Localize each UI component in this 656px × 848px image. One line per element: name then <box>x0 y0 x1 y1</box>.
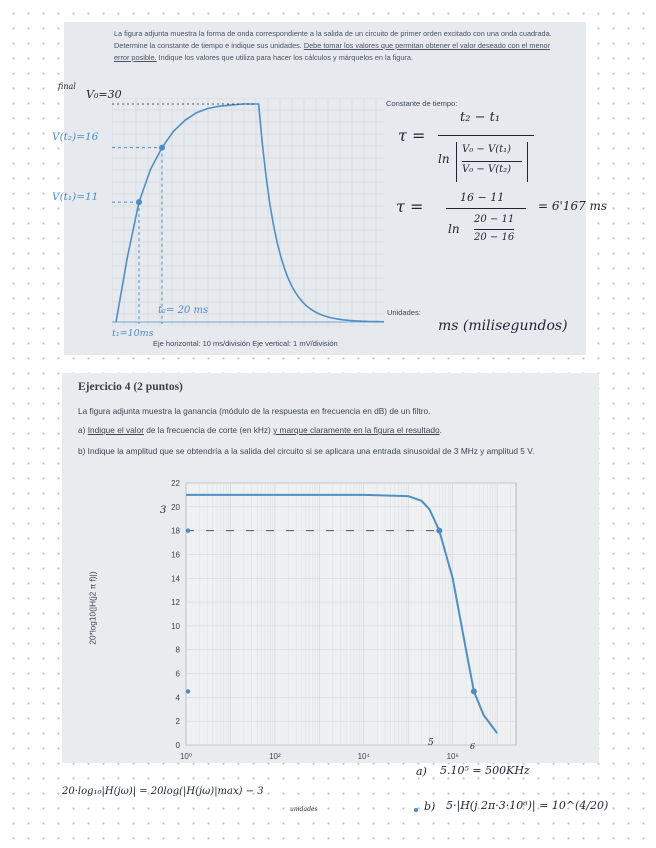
handwritten-vt2: V(t₂)=16 <box>52 131 99 143</box>
exercise4-statement: La figura adjunta muestra la ganancia (módulo de la respuesta en frecuencia en dB) de un filtro. <box>78 406 431 416</box>
answer-b-text: 5·|H(j 2π·3·10⁶)| = 10^(4/20) <box>446 799 609 812</box>
tau-label: Constante de tiempo: <box>386 99 458 108</box>
exercise4-question-b: b) Indique la amplitud que se obtendría a la salida del circuito si se aplicara una entrada sinusoidal de 3 MHz y amplitud 5 V. <box>78 446 535 456</box>
answer-a-text: 5.10⁵ = 500KHz <box>440 764 530 777</box>
handwritten-mark-3: 3 <box>160 505 167 516</box>
handwritten-t1: t₁=10ms <box>112 328 154 339</box>
exercise3-statement: La figura adjunta muestra la forma de onda correspondiente a la salida de un circuito de primer orden excitado con una onda cuadrada. Determine la constante de tiempo e indique sus unidades. Debe tomar los valores que permitan obtener el valor deseado con el menor error posible. Indique los valores que utiliza para hacer los cálculos y márquelos en la figura. <box>114 29 552 62</box>
exercise4-panel <box>62 373 599 763</box>
x-tick-label: 10² <box>269 752 281 761</box>
axis-mark <box>186 689 190 693</box>
answer-a-label: a) <box>416 765 427 778</box>
bottom-formula-note: unidades <box>290 806 318 813</box>
y-tick-label: 22 <box>171 479 180 488</box>
subst-numerator: 16 − 11 <box>460 191 505 204</box>
subst-inner-bar <box>474 229 514 230</box>
answer-b-label: b) <box>424 800 436 813</box>
axis-mark <box>186 528 190 532</box>
formula-tau-lhs: τ = <box>398 126 426 145</box>
marked-point <box>159 145 165 151</box>
y-tick-label: 18 <box>171 526 180 536</box>
tau-result: = 6'167 ms <box>538 199 608 213</box>
y-tick-label: 4 <box>175 693 180 703</box>
y-tick-label: 16 <box>171 550 180 560</box>
subst-fraction-bar <box>446 208 526 209</box>
waveform-grid <box>112 98 384 326</box>
y-tick-label: 14 <box>171 574 180 584</box>
x-tick-label: 10⁶ <box>446 752 459 761</box>
y-tick-label: 0 <box>175 741 180 750</box>
axis-scale-note: Eje horizontal: 10 ms/división Eje vertical: 1 mV/división <box>153 339 338 348</box>
formula-den-top: V₀ − V(t₁) <box>462 144 512 155</box>
bottom-gain-formula: 20·log₁₀|H(jω)| = 20log(|H(jω)|max) − 3 <box>62 786 264 797</box>
exercise4-title: Ejercicio 4 (2 puntos) <box>78 381 183 393</box>
handwritten-mark-5: 5 <box>428 738 434 748</box>
x-tick-label: 10⁰ <box>179 752 193 761</box>
gain-y-axis-label: 20*log10(|H(j2 π f)|) <box>87 571 98 645</box>
handwritten-final-note: final <box>58 82 76 91</box>
formula-fraction-bar <box>438 135 534 136</box>
formula-den-bot: V₀ − V(t₂) <box>462 164 512 175</box>
subst-tau-lhs: τ = <box>396 197 424 216</box>
y-tick-label: 6 <box>175 669 180 679</box>
subst-top: 20 − 11 <box>474 214 515 225</box>
y-tick-label: 8 <box>175 645 180 655</box>
exercise4-question-a: a) Indique el valor de la frecuencia de corte (en kHz) y marque claramente en la figura el resultado. <box>78 425 442 435</box>
formula-ln: ln <box>438 152 450 166</box>
units-answer: ms (milisegundos) <box>438 318 568 334</box>
handwritten-v0: V₀=30 <box>86 88 122 101</box>
handwritten-vt1: V(t₁)=11 <box>52 191 99 203</box>
y-tick-label: 12 <box>171 598 180 608</box>
subst-bot: 20 − 16 <box>474 232 515 243</box>
gain-y-ticks <box>171 479 180 750</box>
answer-b-bullet <box>414 808 418 812</box>
y-tick-label: 2 <box>175 717 180 727</box>
x-tick-label: 10⁴ <box>357 752 370 761</box>
handwritten-t2: t₂= 20 ms <box>158 305 209 316</box>
marked-point <box>136 199 142 205</box>
exercise3-panel <box>64 22 586 355</box>
handwritten-mark-6: 6 <box>470 742 476 751</box>
formula-numerator: t₂ − t₁ <box>460 110 501 125</box>
marked-point <box>436 528 442 534</box>
subst-ln: ln <box>448 222 460 236</box>
waveform-chart <box>112 98 384 326</box>
y-tick-label: 10 <box>171 621 180 631</box>
marked-points <box>112 104 254 324</box>
formula-inner-bar <box>462 161 522 162</box>
gain-chart <box>148 477 528 767</box>
marked-point <box>471 688 477 694</box>
units-label: Unidades: <box>387 308 421 317</box>
gain-plot-area <box>186 483 516 745</box>
y-tick-label: 20 <box>171 502 180 512</box>
gain-x-ticks <box>180 752 459 761</box>
waveform-curve <box>116 104 384 322</box>
